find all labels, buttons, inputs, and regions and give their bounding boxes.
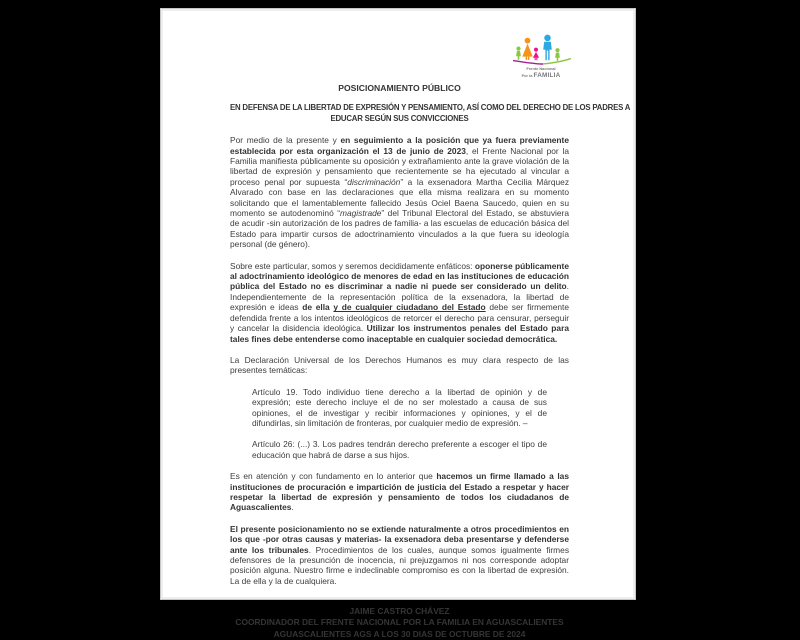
quote-article-26: Artículo 26: (...) 3. Los padres tendrán derecho preferente a escoger el tipo de educación que habrá de darse a sus hijos. <box>252 439 547 460</box>
paragraph-intro: Por medio de la presente y en seguimiento a la posición que ya fuera previamente establecida por esta organización el 13 de junio de 2023, el Frente Nacional por la Familia manifiesta públicamente su oposición y extrañamiento ante la grave violación de la libertad de expresión y pensamiento que recientemente se ha ejecutado al vincular a proceso penal por supuesta “discriminación” a la exsenadora Martha Cecilia Márquez Alvarado con base en las declaraciones que ella misma realizara en su momento solicitando que el lamentablemente fallecido Jesús Ociel Baena Saucedo, quien en su momento se autodenominó “magistrade” del Tribunal Electoral del Estado, se abstuviera de acudir -sin autorización de los padres de familia- a las escuelas de educación básica del Estado para impartir cursos de adoctrinamiento vinculados a la que fuera su ideología personal (de género). <box>230 135 570 250</box>
document-subtitle-line1: EN DEFENSA DE LA LIBERTAD DE EXPRESIÓN Y PENSAMIENTO, ASÍ COMO DEL DERECHO DE LOS PADRES A <box>230 103 631 112</box>
fnf-logo <box>511 33 575 79</box>
document-title: POSICIONAMIENTO PÚBLICO <box>338 83 461 93</box>
logo-father <box>543 35 552 61</box>
logo-swoosh-left <box>513 61 543 64</box>
signature-block <box>230 606 569 640</box>
logo-child-middle <box>533 48 539 61</box>
logo-child-right <box>555 48 560 61</box>
paragraph-call-to-institutions: Es en atención y con fundamento en lo anterior que hacemos un firme llamado a las instituciones de procuración e impartición de justicia del Estado a respetar y hacer respetar la libertad de expresión y pensamiento de todos los ciudadanos de Aguascalientes. <box>230 471 569 513</box>
document-page <box>160 8 636 639</box>
family-figures-icon <box>511 33 575 79</box>
logo-caption-line1: Frente Nacional <box>526 66 556 71</box>
logo-mother <box>522 38 532 60</box>
signature-role: COORDINADOR DEL FRENTE NACIONAL POR LA FAMILIA EN AGUASCALIENTES <box>235 617 564 628</box>
signature-name: JAIME CASTRO CHÁVEZ <box>349 606 450 617</box>
paragraph-emphasis: Sobre este particular, somos y seremos decididamente enfáticos: oponerse públicamente al adoctrinamiento ideológico de menores de edad en las instituciones de educación pública del Estado no es discriminar a nadie ni puede ser considerado un delito. Independientemente de la representación política de la exsenadora, la libertad de expresión e ideas de ella y de cualquier ciudadano del Estado debe ser firmemente defendida frente a los intentos ideológicos de retorcer el derecho para censurar, perseguir y cancelar la disidencia ideológica. Utilizar los instrumentos penales del Estado para tales fines debe entenderse como inaceptable en cualquier sociedad democrática. <box>230 260 570 344</box>
logo-child-left <box>516 47 521 60</box>
signature-place-date: AGUASCALIENTES AGS A LOS 30 DIAS DE OCTUBRE DE 2024 <box>273 628 526 639</box>
logo-caption-line2: Por la FAMILIA <box>521 72 561 79</box>
document-subtitle <box>230 103 631 124</box>
quote-article-19: Artículo 19. Todo individuo tiene derecho a la libertad de opinión y de expresión; este derecho incluye el de no ser molestado a causa de sus opiniones, el de investigar y recibir informaciones y opiniones, y el de difundirlas, sin limitación de fronteras, por cualquier medio de expresión. – <box>252 386 547 428</box>
paragraph-scope: El presente posicionamiento no se extiende naturalmente a otros procedimientos en los que -por otras causas y materias- la exsenadora deba presentarse y defenderse ante los tribunales. Procedimientos de los cuales, aunque somos igualmente firmes defensores de la presunción de inocencia, ni prejuzgamos ni nos corresponde adoptar posición alguna. Nuestro firme e indeclinable compromiso es con la libertad de expresión. La de ella y la de cualquiera. <box>230 523 570 586</box>
paragraph-declaration-lead: La Declaración Universal de los Derechos Humanos es muy clara respecto de las presentes temáticas: <box>230 354 569 376</box>
document-subtitle-line2: EDUCAR SEGÚN SUS CONVICCIONES <box>330 113 469 123</box>
